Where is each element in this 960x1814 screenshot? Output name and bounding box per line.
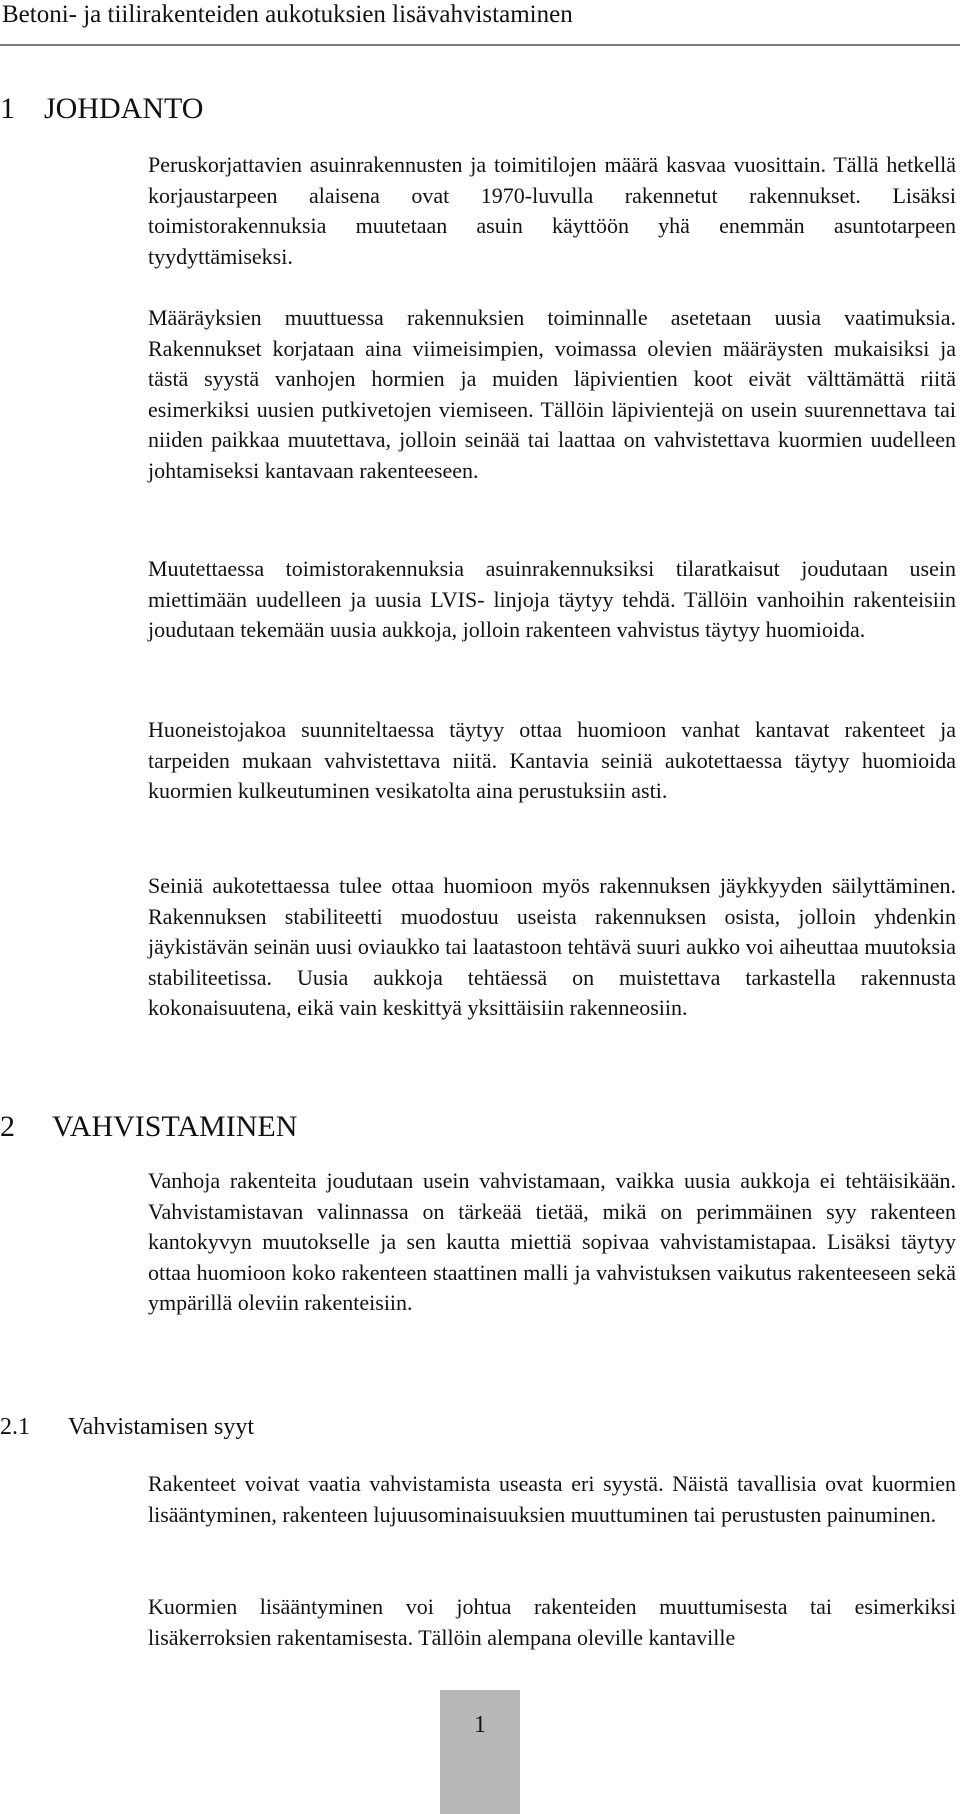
page-number-box [440,1690,520,1814]
section-number: 1 [0,92,15,125]
page-number: 1 [474,1712,486,1738]
paragraph: Seiniä aukotettaessa tulee ottaa huomioon myös rakennuksen jäykkyyden säilyttäminen. Rakennuksen stabiliteetti muodostuu useista rakennuksen osista, jolloin yhdenkin jäykistävän seinän uusi oviaukko tai laatastoon tehtävä suuri aukko voi aiheuttaa muutoksia stabiliteetissa. Uusia aukkoja tehtäessä on muistettava tarkastella rakennusta kokonaisuutena, eikä vain keskittyä yksittäisiin rakenneosiin. [148,873,956,1021]
running-title: Betoni- ja tiilirakenteiden aukotuksien lisävahvistaminen [2,1,573,28]
paragraph: Peruskorjattavien asuinrakennusten ja toimitilojen määrä kasvaa vuosittain. Tällä hetkellä korjaustarpeen alaisena ovat 1970-luvulla rakennetut rakennukset. Lisäksi toimistorakennuksia muutetaan asuin käyttöön yhä enemmän asuntotarpeen tyydyttämiseksi. [148,152,956,269]
section-heading-vahvistaminen [0,1109,297,1145]
paragraph: Kuormien lisääntyminen voi johtua rakenteiden muuttumisesta tai esimerkiksi lisäkerroksien rakentamisesta. Tällöin alempana oleville kantaville [148,1594,956,1650]
paragraph: Rakenteet voivat vaatia vahvistamista useasta eri syystä. Näistä tavallisia ovat kuormien lisääntyminen, rakenteen lujuusominaisuuksien muuttuminen tai perustusten painuminen. [148,1471,956,1527]
section-heading-johdanto [0,91,203,127]
running-header [0,0,960,46]
paragraph: Määräyksien muuttuessa rakennuksien toiminnalle asetetaan uusia vaatimuksia. Rakennukset korjataan aina viimeisimpien, voimassa olevien määräysten mukaisiksi ja tästä syystä vanhojen hormien ja muiden läpivientien koot eivät välttämättä riitä esimerkiksi uusien putkivetojen viemiseen. Tällöin läpivientejä on usein suurennettava tai niiden paikkaa muutettava, jolloin seinää tai laattaa on vahvistettava kuormien uudelleen johtamiseksi kantavaan rakenteeseen. [148,305,956,483]
subsection-number: 2.1 [0,1414,30,1440]
subsection-title: Vahvistamisen syyt [68,1414,254,1440]
paragraph: Huoneistojakoa suunniteltaessa täytyy ottaa huomioon vanhat kantavat rakenteet ja tarpeiden mukaan vahvistettava niitä. Kantavia seiniä aukotettaessa täytyy huomioida kuormien kulkeutuminen vesikatolta aina perustuksiin asti. [148,717,956,804]
paragraph: Vanhoja rakenteita joudutaan usein vahvistamaan, vaikka uusia aukkoja ei tehtäisikään. Vahvistamistavan valinnassa on tärkeää tietää, mikä on perimmäinen syy rakenteen kantokyvyn muutokselle ja sen kautta miettiä sopivaa vahvistamistapaa. Lisäksi täytyy ottaa huomioon koko rakenteen staattinen malli ja vahvistuksen vaikutus rakenteeseen sekä ympärillä oleviin rakenteisiin. [148,1168,956,1316]
section-number: 2 [0,1110,15,1143]
section-title: JOHDANTO [44,92,204,125]
section-title: VAHVISTAMINEN [52,1110,298,1143]
subsection-heading-vahvistamisen-syyt [0,1412,254,1442]
paragraph: Muutettaessa toimistorakennuksia asuinrakennuksiksi tilaratkaisut joudutaan usein miettimään uudelleen ja uusia LVIS- linjoja täytyy tehdä. Tällöin vanhoihin rakenteisiin joudutaan tekemään uusia aukkoja, jolloin rakenteen vahvistus täytyy huomioida. [148,556,956,643]
